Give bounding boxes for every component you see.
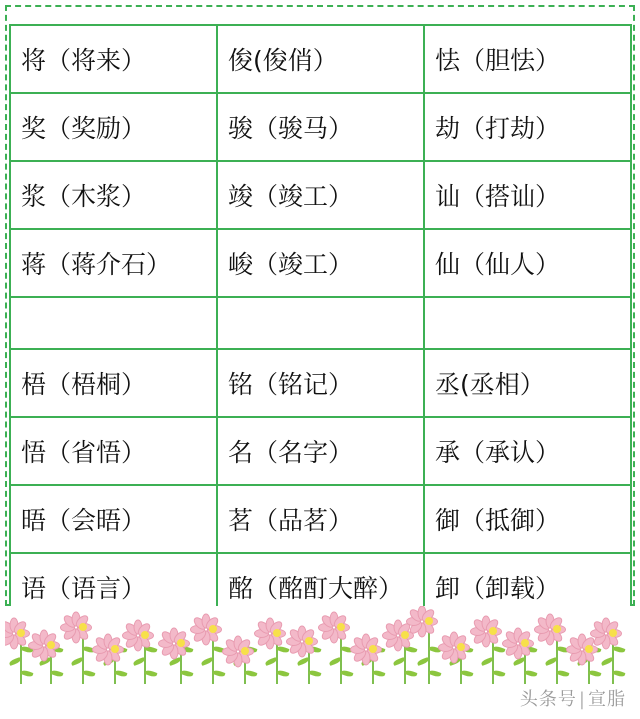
character-table-container — [9, 24, 630, 603]
table-row-empty — [10, 297, 631, 349]
table-cell: 讪（搭讪） — [424, 161, 631, 229]
table-row — [10, 417, 631, 485]
table-cell: 茗（品茗） — [217, 485, 424, 553]
flower-icon — [478, 616, 508, 684]
table-row — [10, 161, 631, 229]
table-cell: 梧（梧桐） — [10, 349, 217, 417]
table-cell: 御（抵御） — [424, 485, 631, 553]
flower-icon — [598, 618, 628, 684]
table-cell: 骏（骏马） — [217, 93, 424, 161]
table-cell: 铭（铭记） — [217, 349, 424, 417]
flower-icon — [36, 630, 66, 684]
table-row — [10, 229, 631, 297]
character-table — [9, 24, 632, 622]
flower-icon — [166, 628, 196, 684]
table-cell: 怯（胆怯） — [424, 25, 631, 93]
table-cell: 竣（竣工） — [217, 161, 424, 229]
flower-icon — [510, 628, 540, 684]
table-cell: 语（语言） — [10, 553, 217, 621]
flower-icon — [230, 636, 260, 684]
flower-icon — [294, 626, 324, 684]
table-cell: 将（将来） — [10, 25, 217, 93]
table-cell: 俊(俊俏） — [217, 25, 424, 93]
table-cell: 晤（会晤） — [10, 485, 217, 553]
table-cell: 承（承认） — [424, 417, 631, 485]
watermark-name: 宣脂 — [588, 689, 626, 710]
table-row — [10, 25, 631, 93]
table-row — [10, 93, 631, 161]
table-cell: 仙（仙人） — [424, 229, 631, 297]
table-cell: 丞(丞相） — [424, 349, 631, 417]
table-cell — [424, 297, 631, 349]
table-row — [10, 485, 631, 553]
flower-icon — [446, 632, 476, 684]
flower-icon — [130, 620, 160, 684]
flower-decoration-band — [5, 606, 635, 684]
table-cell — [217, 297, 424, 349]
watermark-prefix: 头条号 — [519, 689, 577, 710]
flower-icon — [262, 618, 292, 684]
table-cell: 蒋（蒋介石） — [10, 229, 217, 297]
table-cell: 浆（木浆） — [10, 161, 217, 229]
table-cell — [10, 297, 217, 349]
table-cell: 劫（打劫） — [424, 93, 631, 161]
table-row — [10, 349, 631, 417]
table-cell: 酩（酩酊大醉） — [217, 553, 424, 621]
table-cell: 名（名字） — [217, 417, 424, 485]
table-cell: 峻（竣工） — [217, 229, 424, 297]
table-cell: 奖（奖励） — [10, 93, 217, 161]
table-cell: 悟（省悟） — [10, 417, 217, 485]
flower-icon — [358, 634, 388, 684]
watermark-separator: | — [578, 689, 586, 710]
table-cell: 卸（卸载） — [424, 553, 631, 621]
watermark — [520, 685, 626, 711]
